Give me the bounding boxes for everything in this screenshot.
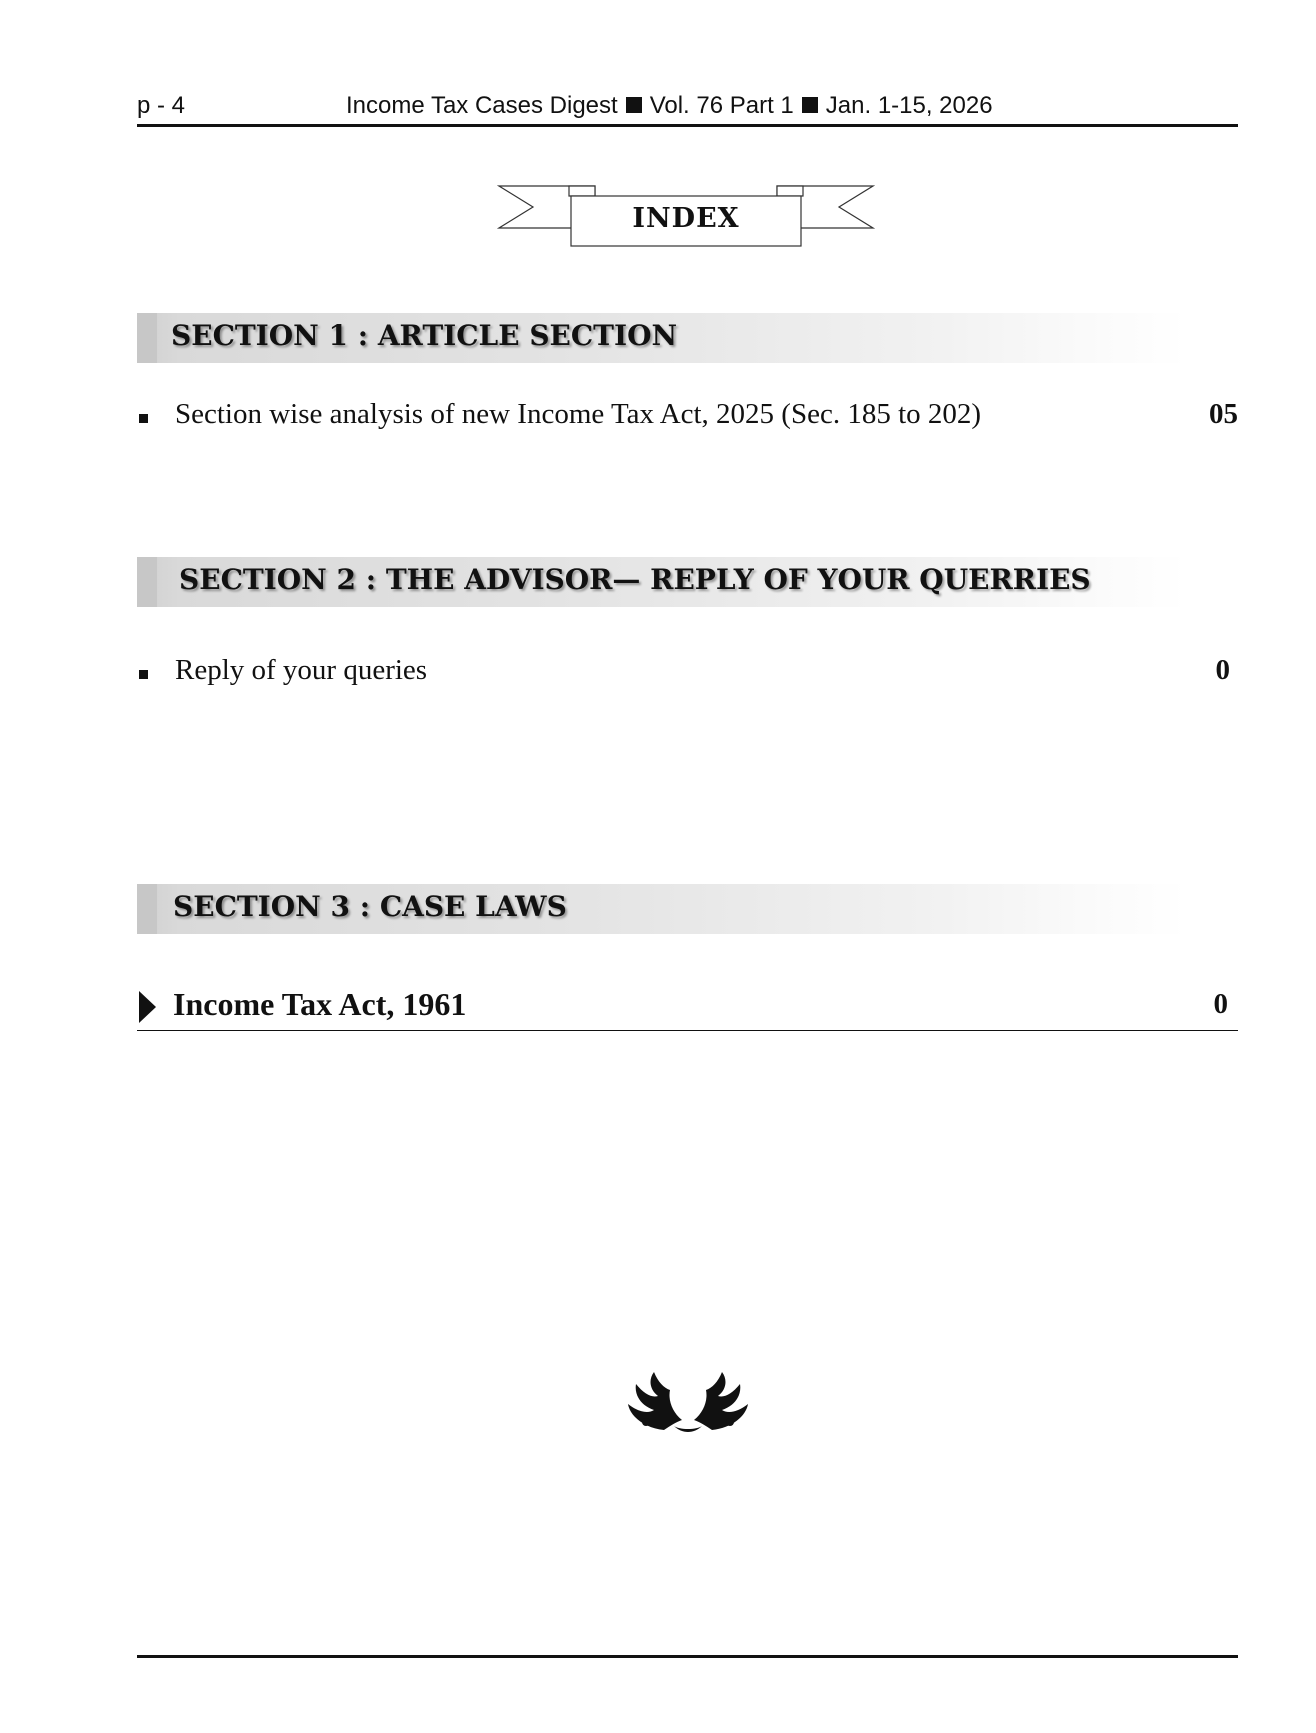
section-header-2 — [137, 557, 1187, 607]
square-bullet-icon — [139, 670, 148, 679]
section-header-1 — [137, 313, 1187, 363]
section-header-3 — [137, 884, 1187, 934]
volume-label: Vol. 76 Part 1 — [649, 92, 794, 119]
index-entry[interactable] — [137, 398, 1238, 438]
page-number: p - 4 — [137, 92, 186, 119]
entry-page-number: 05 — [1209, 398, 1238, 430]
flourish-ornament-icon — [624, 1370, 752, 1434]
section-bar-edge — [137, 557, 157, 607]
triangle-arrow-icon — [139, 991, 156, 1023]
footer-rule — [137, 1655, 1238, 1658]
case-law-title: Income Tax Act, 1961 — [173, 986, 467, 1022]
section-title: SECTION 2 : THE ADVISOR— REPLY OF YOUR QUERRIES — [179, 563, 1091, 596]
entry-title: Section wise analysis of new Income Tax Act, 2025 (Sec. 185 to 202) — [175, 398, 982, 430]
square-bullet-icon — [139, 414, 148, 423]
section-title: SECTION 3 : CASE LAWS — [173, 890, 567, 923]
square-bullet-icon — [626, 97, 642, 113]
running-header — [137, 88, 1238, 127]
section-bar-edge — [137, 313, 157, 363]
index-title: INDEX — [632, 203, 740, 234]
publication-line — [346, 92, 993, 120]
index-banner — [497, 182, 875, 248]
section-title: SECTION 1 : ARTICLE SECTION — [171, 319, 678, 352]
index-entry[interactable] — [137, 654, 1238, 694]
publication-title: Income Tax Cases Digest — [346, 92, 618, 119]
case-law-heading[interactable] — [137, 983, 1238, 1031]
entry-page-number: 0 — [1215, 654, 1230, 686]
square-bullet-icon — [802, 97, 818, 113]
issue-date: Jan. 1-15, 2026 — [825, 92, 993, 119]
entry-title: Reply of your queries — [175, 654, 428, 686]
entry-page-number: 0 — [1213, 988, 1228, 1020]
section-bar-edge — [137, 884, 157, 934]
